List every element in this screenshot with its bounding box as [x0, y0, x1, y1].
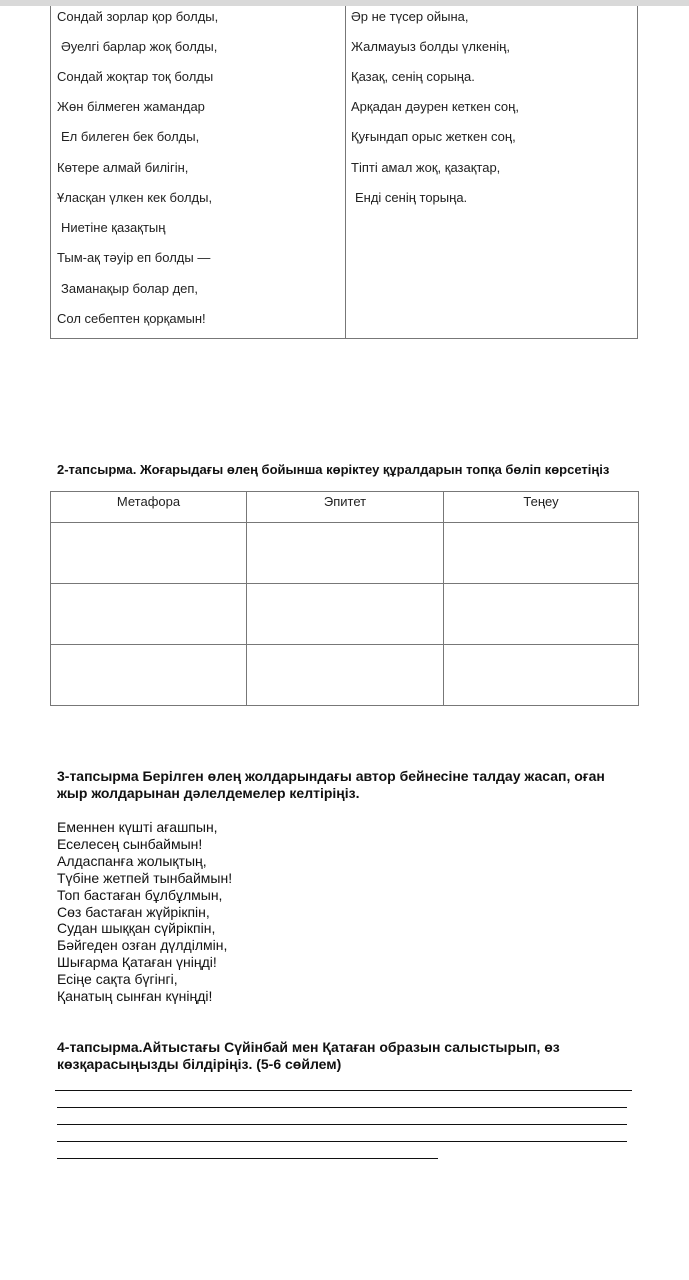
column-header-metaphor: Метафора [116, 494, 181, 509]
poem-line: Тым-ақ тәуір еп болды — [57, 250, 211, 265]
poem-line: Заманақыр болар деп, [61, 281, 199, 296]
poem-line: Сондай жоқтар тоқ болды [57, 69, 214, 84]
verse-line: Топ бастаған бұлбұлмын, [57, 886, 223, 903]
table-cell-epithet-2[interactable] [247, 584, 443, 644]
answer-line[interactable] [57, 1124, 627, 1125]
column-header-simile: Теңеу [523, 494, 559, 509]
verse-line: Еменнен күшті ағашпын, [57, 819, 218, 835]
task3-title-line2: жыр жолдарынан дәлелдемелер келтіріңіз. [57, 785, 360, 801]
table-cell-simile-2[interactable] [444, 584, 638, 644]
verse-line: Бәйгеден озған дүлділмін, [57, 937, 228, 954]
table-cell-epithet-1[interactable] [247, 523, 443, 583]
poem-line: Көтере алмай билігін, [57, 160, 189, 175]
poem-line: Тіпті амал жоқ, қазақтар, [351, 160, 501, 175]
poem-column-divider [345, 6, 346, 338]
table-cell-metaphor-1[interactable] [51, 523, 246, 583]
poem-line: Енді сенің торыңа. [355, 190, 468, 205]
poem-line: Ұласқан үлкен кек болды, [57, 190, 213, 205]
verse-line: Судан шыққан сүйрікпін, [57, 920, 216, 937]
poem-line: Әуелгі барлар жоқ болды, [61, 39, 218, 54]
poem-line: Сондай зорлар қор болды, [57, 9, 219, 24]
table-cell-metaphor-3[interactable] [51, 645, 246, 705]
verse-line: Түбіне жетпей тынбаймын! [57, 869, 233, 886]
column-header-epithet: Эпитет [323, 494, 367, 509]
poem-line: Қазақ, сенің сорыңа. [351, 69, 475, 84]
task4-title-line2: көзқарасыңызды білдіріңіз. (5-6 сөйлем) [57, 1056, 342, 1072]
verse-line: Алдаспанға жолықтың, [57, 852, 207, 869]
answer-line[interactable] [55, 1090, 632, 1091]
table-cell-simile-3[interactable] [444, 645, 638, 705]
task2-title: 2-тапсырма. Жоғарыдағы өлең бойынша көріктеу құралдарын топқа бөліп көрсетіңіз [57, 462, 610, 477]
table-cell-epithet-3[interactable] [247, 645, 443, 705]
answer-line[interactable] [57, 1107, 627, 1108]
poem-line: Ниетіне қазақтың [61, 220, 166, 235]
task3-verse [57, 819, 232, 1005]
poem-line: Сол себептен қорқамын! [57, 311, 206, 326]
poem-line: Ел билеген бек болды, [61, 129, 200, 144]
table-cell-simile-1[interactable] [444, 523, 638, 583]
task3-title-line1: 3-тапсырма Берілген өлең жолдарындағы автор бейнесіне талдау жасап, оған [57, 768, 605, 784]
verse-line: Еселесең сынбаймын! [57, 835, 203, 852]
task4-title-line1: 4-тапсырма.Айтыстағы Сүйінбай мен Қатаған образын салыстырып, өз [57, 1039, 560, 1055]
verse-line: Сөз бастаған жүйрікпін, [57, 903, 210, 920]
table-cell-metaphor-2[interactable] [51, 584, 246, 644]
verse-line: Қанатың сынған күніңді! [57, 988, 213, 1005]
poem-line: Қуғындап орыс жеткен соң, [351, 129, 516, 144]
figures-of-speech-table [50, 491, 639, 706]
verse-line: Есіңе сақта бүгінгі, [57, 971, 178, 988]
verse-line: Шығарма Қатаған үніңді! [57, 954, 217, 971]
poem-line: Әр не түсер ойына, [351, 9, 469, 24]
poem-line: Арқадан дәурен кеткен соң, [351, 99, 519, 114]
answer-line[interactable] [57, 1141, 627, 1142]
answer-line[interactable] [57, 1158, 438, 1159]
poem-line: Жалмауыз болды үлкенің, [351, 39, 510, 54]
poem-line: Жөн білмеген жамандар [57, 99, 205, 114]
